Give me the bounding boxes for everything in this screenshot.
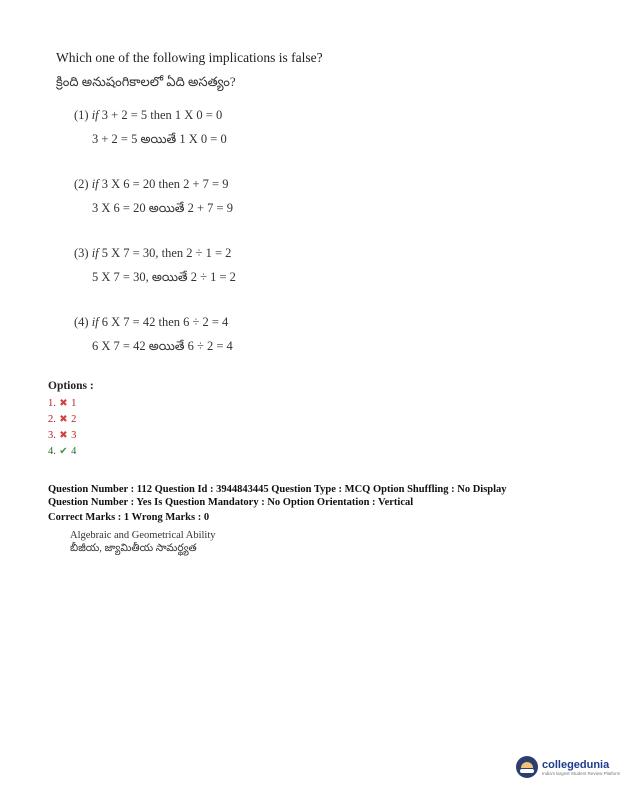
choice-3-english (74, 246, 231, 261)
option-value: 3 (71, 430, 77, 441)
marks-info: Correct Marks : 1 Wrong Marks : 0 (48, 512, 210, 523)
choice-4-english (74, 315, 228, 330)
option-item-2 (48, 414, 76, 425)
choice-statement: 3 X 6 = 20 then 2 + 7 = 9 (101, 177, 229, 191)
question-text-telugu: క్రింది అనుషంగికాలలో ఏది అసత్యం? (56, 74, 236, 89)
option-number: 2. (48, 414, 56, 425)
cross-icon: ✖ (59, 430, 68, 441)
check-icon: ✔ (59, 446, 68, 457)
choice-3-telugu: 5 X 7 = 30, అయితే 2 ÷ 1 = 2 (92, 270, 236, 284)
option-item-3 (48, 430, 76, 441)
choice-statement: 5 X 7 = 30, then 2 ÷ 1 = 2 (101, 246, 232, 260)
choice-number: (1) (74, 108, 89, 122)
cross-icon: ✖ (59, 414, 68, 425)
option-number: 3. (48, 430, 56, 441)
choice-lead: if (91, 246, 99, 260)
option-value: 1 (71, 398, 77, 409)
option-item-1 (48, 398, 76, 409)
question-text-english: Which one of the following implications is false? (56, 50, 323, 65)
choice-statement: 6 X 7 = 42 then 6 ÷ 2 = 4 (101, 315, 229, 329)
cross-icon: ✖ (59, 398, 68, 409)
brand-name: collegedunia (542, 758, 610, 771)
collegedunia-logo (516, 756, 620, 778)
question-metadata-line-2: Question Number : Yes Is Question Mandatory : No Option Orientation : Vertical (48, 497, 414, 508)
brand-tagline: India's largest Student Review Platform (542, 770, 620, 776)
graduate-mascot-icon (516, 756, 538, 778)
choice-number: (3) (74, 246, 89, 260)
options-title: Options : (48, 380, 94, 392)
option-number: 1. (48, 398, 56, 409)
option-number: 4. (48, 446, 56, 457)
section-title-telugu: బీజీయ, జ్యామితీయ సామర్థ్యత (70, 543, 197, 554)
option-value: 2 (71, 414, 77, 425)
section-title-english: Algebraic and Geometrical Ability (70, 530, 216, 541)
choice-statement: 3 + 2 = 5 then 1 X 0 = 0 (101, 108, 223, 122)
choice-number: (2) (74, 177, 89, 191)
choice-2-telugu: 3 X 6 = 20 అయితే 2 + 7 = 9 (92, 201, 233, 215)
choice-lead: if (91, 315, 99, 329)
choice-lead: if (91, 108, 99, 122)
choice-2-english (74, 177, 228, 192)
option-value: 4 (71, 446, 77, 457)
choice-4-telugu: 6 X 7 = 42 అయితే 6 ÷ 2 = 4 (92, 339, 233, 353)
choice-1-english (74, 108, 222, 123)
option-item-4 (48, 446, 76, 457)
choice-1-telugu: 3 + 2 = 5 అయితే 1 X 0 = 0 (92, 132, 227, 146)
choice-lead: if (91, 177, 99, 191)
question-metadata-line-1: Question Number : 112 Question Id : 3944843445 Question Type : MCQ Option Shuffling : No Display (48, 484, 507, 495)
choice-number: (4) (74, 315, 89, 329)
